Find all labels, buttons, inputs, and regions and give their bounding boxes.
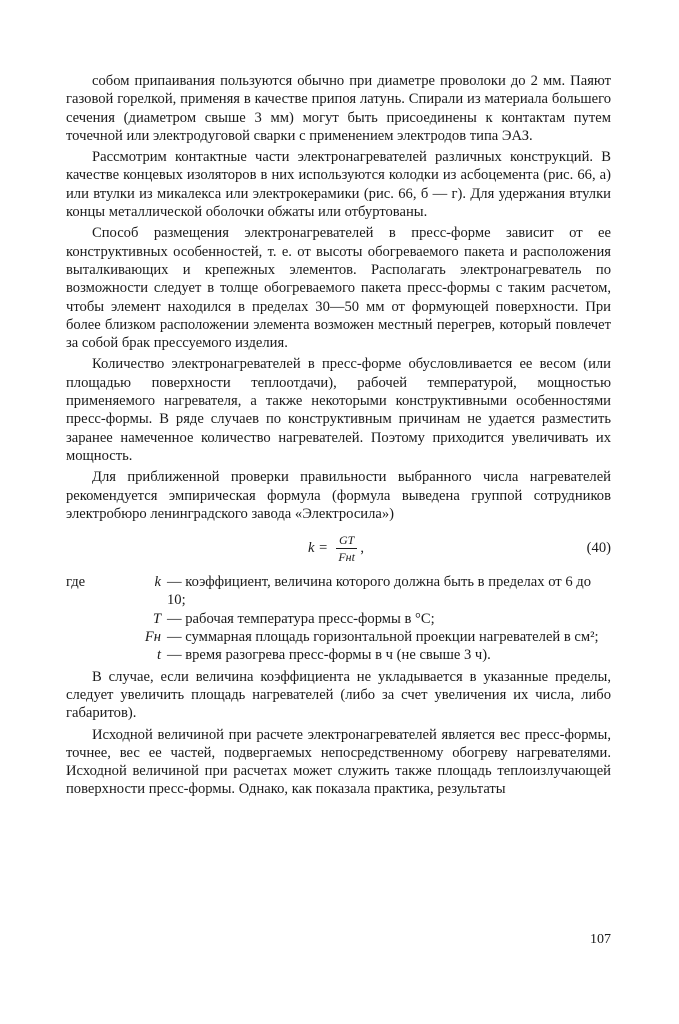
definition-symbol: t <box>156 647 161 664</box>
paragraph-7: Исходной величиной при расчете электронагревателей является вес пресс-формы, точнее, вес ее частей, подвергаемых непосредственному обогреву нагревателями. Исходной величиной при расчетах может служить также площадь теплоизлучающей поверхности пресс-формы. Однако, как показала практика, результаты <box>66 726 611 798</box>
definition-symbol: k <box>154 574 161 591</box>
paragraph-6: В случае, если величина коэффициента не укладывается в указанные пределы, следует увеличить площадь нагревателей (либо за счет увеличения их числа, либо габаритов). <box>66 668 611 722</box>
formula-fraction <box>336 533 357 564</box>
definition-lead: где <box>66 574 86 591</box>
formula-numerator: GT <box>336 533 357 549</box>
page-body <box>66 72 611 799</box>
paragraph-1: собом припаивания пользуются обычно при диаметре проволоки до 2 мм. Паяют газовой горелкой, применяя в качестве припоя латунь. Спирали из материала большего сечения (диаметром свыше 3 мм) могут быть присоединены к контактам путем точечной или электродуговой сварки с применением электродов типа ЭАЗ. <box>66 73 611 144</box>
definition-row <box>66 646 611 664</box>
formula-lhs: k = <box>308 540 328 557</box>
definition-symbol: T <box>152 610 161 627</box>
definition-row <box>66 610 611 628</box>
equation-number: (40) <box>586 540 611 557</box>
definition-text: — коэффициент, величина которого должна быть в пределах от 6 до 10; <box>167 574 592 609</box>
paragraph-2: Рассмотрим контактные части электронагревателей различных конструкций. В качестве концевых изоляторов в них используются колодки из асбоцемента (рис. 66, а) или втулки из микалекса или электрокерамики (рис. 66, б — г). Для удержания втулки концы металлической оболочки обжаты или отбуртованы. <box>66 149 611 221</box>
formula-denominator: Fнt <box>338 550 355 565</box>
paragraph-4: Количество электронагревателей в пресс-форме обусловливается ее весом (или площадью поверхности теплоотдачи), рабочей температурой, мощностью применяемого нагревателя, а также некоторыми конструктивными особенностями пресс-формы. В ряде случаев по конструктивным причинам не удается разместить заранее намеченное количество нагревателей. Поэтому приходится увеличивать их мощность. <box>66 356 611 464</box>
definition-row <box>66 628 611 646</box>
definition-text: — рабочая температура пресс-формы в °C; <box>167 610 435 627</box>
definition-lead <box>66 646 116 664</box>
definition-text: — суммарная площадь горизонтальной проекции нагревателей в см²; <box>167 629 599 646</box>
definition-row <box>66 573 611 610</box>
paragraph-5: Для приближенной проверки правильности выбранного числа нагревателей рекомендуется эмпирическая формула (формула выведена группой сотрудников электробюро ленинградского завода «Электросила») <box>66 469 611 522</box>
paragraph-3: Способ размещения электронагревателей в пресс-форме зависит от ее конструктивных особенностей, т. е. от высоты обогреваемого пакета и расположения выталкивающих и крепежных элементов. Располагать электронагреватель по возможности следует в толще обогреваемого пакета пресс-формы с таким расчетом, чтобы элемент находился в пределах 30—50 мм от формующей поверхности. При более близком расположении элемента возможен местный перегрев, который повлечет за собой брак прессуемого изделия. <box>66 225 611 352</box>
definition-lead <box>66 628 116 646</box>
definition-lead <box>66 610 116 628</box>
variable-definitions <box>66 573 611 664</box>
formula-comma: , <box>360 540 364 557</box>
formula-block <box>66 529 611 569</box>
formula <box>308 533 364 564</box>
page-number: 107 <box>590 932 611 947</box>
definition-symbol: Fн <box>144 629 161 646</box>
definition-text: — время разогрева пресс-формы в ч (не свыше 3 ч). <box>167 647 491 664</box>
